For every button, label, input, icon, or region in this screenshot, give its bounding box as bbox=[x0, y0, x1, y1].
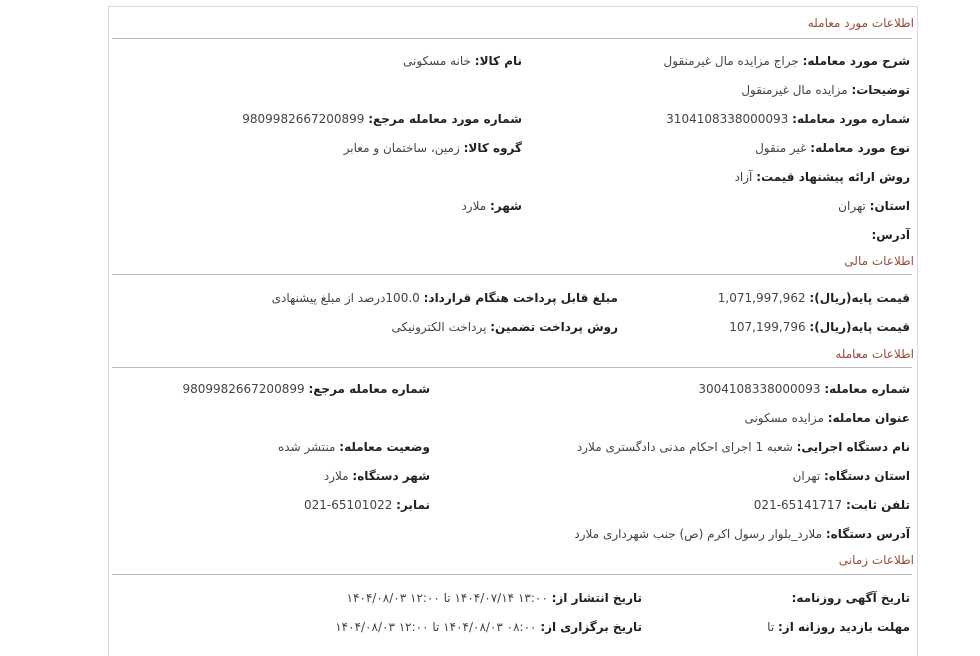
city-row: شهر: ملارد bbox=[461, 199, 522, 213]
guarantee-method-row: روش پرداخت تضمین: پرداخت الکترونیکی bbox=[391, 320, 618, 334]
divider bbox=[112, 574, 912, 575]
item-ref-number-row: شماره مورد معامله مرجع: 9809982667200899 bbox=[242, 112, 522, 126]
base-price-row-2: قیمت پایه(ریال): 107,199,796 bbox=[729, 320, 910, 334]
section-heading-time: اطلاعات زمانی bbox=[838, 553, 914, 567]
payable-amount-row: مبلغ قابل پرداخت هنگام قرارداد: 100.0درصد از مبلغ پیشنهادی bbox=[271, 291, 618, 305]
daily-visit-row: مهلت بازدید روزانه از: تا bbox=[767, 620, 910, 634]
base-price-row-1: قیمت پایه(ریال): 1,071,997,962 bbox=[717, 291, 910, 305]
deal-title-row: عنوان معامله: مزایده مسکونی bbox=[744, 411, 910, 425]
executive-org-row: نام دستگاه اجرایی: شعبه 1 اجرای احکام مدنی دادگستری ملارد bbox=[576, 440, 910, 454]
section-heading-financial: اطلاعات مالی bbox=[844, 254, 914, 268]
holding-date-row: تاریخ برگزاری از: ۰۸:۰۰ ۱۴۰۴/۰۸/۰۳ تا ۱۲:۰۰ ۱۴۰۴/۰۸/۰۳ bbox=[335, 620, 642, 634]
item-number-row: شماره مورد معامله: 3104108338000093 bbox=[666, 112, 910, 126]
price-method-row: روش ارائه پیشنهاد قیمت: آزاد bbox=[734, 170, 910, 184]
section-heading-deal: اطلاعات معامله bbox=[835, 347, 914, 361]
fax-row: نمابر: 65101022-021 bbox=[304, 498, 430, 512]
good-group-row: گروه کالا: زمین، ساختمان و معابر bbox=[343, 141, 522, 155]
publish-date-row: تاریخ انتشار از: ۱۳:۰۰ ۱۴۰۴/۰۷/۱۴ تا ۱۲:۰۰ ۱۴۰۴/۰۸/۰۳ bbox=[346, 591, 642, 605]
item-desc-row: شرح مورد معامله: جراج مزایده مال غیرمنقول bbox=[663, 54, 910, 68]
phone-row: تلفن ثابت: 65141717-021 bbox=[753, 498, 910, 512]
notes-row: توضیحات: مزایده مال غیرمنقول bbox=[741, 83, 910, 97]
deal-status-row: وضعیت معامله: منتشر شده bbox=[277, 440, 430, 454]
divider bbox=[112, 274, 912, 275]
org-city-row: شهر دستگاه: ملارد bbox=[323, 469, 430, 483]
org-address-row: آدرس دستگاه: ملارد_بلوار رسول اکرم (ص) جنب شهرداری ملارد bbox=[574, 527, 910, 541]
item-type-row: نوع مورد معامله: غیر منقول bbox=[755, 141, 910, 155]
deal-number-row: شماره معامله: 3004108338000093 bbox=[698, 382, 910, 396]
good-name-row: نام کالا: خانه مسکونی bbox=[403, 54, 522, 68]
org-province-row: استان دستگاه: تهران bbox=[792, 469, 910, 483]
divider bbox=[112, 38, 912, 39]
newspaper-date-row: تاریخ آگهی روزنامه: bbox=[791, 591, 910, 605]
address-row: آدرس: bbox=[871, 228, 910, 242]
section-heading-item: اطلاعات مورد معامله bbox=[807, 16, 914, 30]
divider bbox=[112, 367, 912, 368]
deal-ref-number-row: شماره معامله مرجع: 9809982667200899 bbox=[182, 382, 430, 396]
province-row: استان: تهران bbox=[838, 199, 910, 213]
